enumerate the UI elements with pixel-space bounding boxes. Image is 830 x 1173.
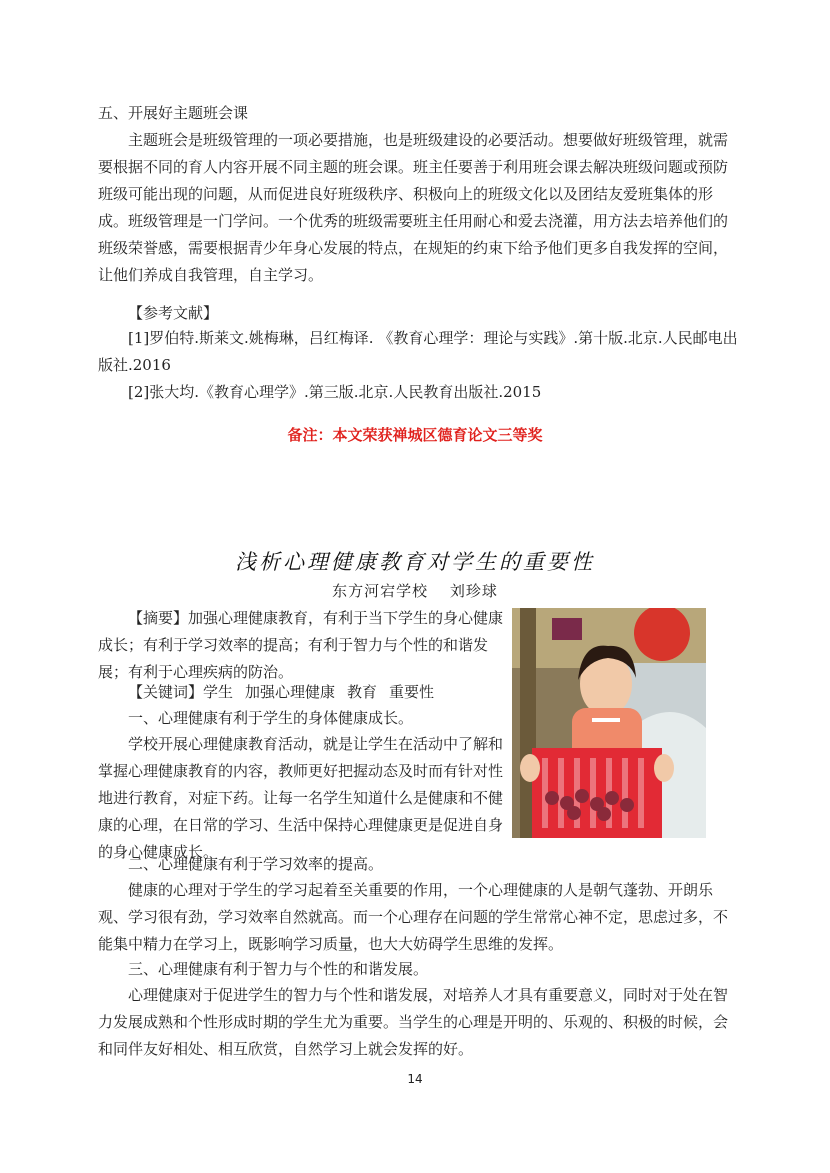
- section-heading: 一、心理健康有利于学生的身体健康成长。: [128, 709, 414, 727]
- reference-item: [1]罗伯特.斯莱文.姚梅琳，吕红梅译. 《教育心理学：理论与实践》.第十版.北京.人民邮电出版社.2016: [98, 329, 738, 374]
- section-heading: 三、心理健康有利于智力与个性的和谐发展。: [128, 960, 429, 978]
- author-photo: [512, 608, 706, 838]
- author-school: 东方河宕学校: [332, 582, 429, 600]
- keyword: 加强心理健康: [245, 683, 336, 701]
- section-heading: 五、开展好主题班会课: [98, 104, 249, 122]
- paragraph: 主题班会是班级管理的一项必要措施，也是班级建设的必要活动。想要做好班级管理，就需要根据不同的育人内容开展不同主题的班会课。班主任要善于利用班会课去解决班级问题或预防班级可能出现的问题，从而促进良好班级秩序、积极向上的班级文化以及团结友爱班集体的形成。: [98, 131, 729, 230]
- abstract: 【摘要】加强心理健康教育，有利于当下学生的身心健康成长；有利于学习效率的提高；有利于智力与个性的和谐发展；有利于心理疾病的防治。: [98, 609, 504, 681]
- article-title: 浅析心理健康教育对学生的重要性: [235, 550, 595, 574]
- author-name: 刘珍球: [449, 582, 498, 600]
- paragraph: 学校开展心理健康教育活动，就是让学生在活动中了解和掌握心理健康教育的内容，教师更好把握动态及时而有针对性地进行教育，对症下药。让每一名学生知道什么是健康和不健康的心理，在日常的学习、生活中保持心理健康更是促进自身的身心健康成长。: [98, 735, 504, 861]
- keywords-label: 【关键词】学生: [128, 683, 234, 701]
- paragraph: 心理健康对于促进学生的智力与个性和谐发展，对培养人才具有重要意义，同时对于处在智力发展成熟和个性形成时期的学生尤为重要。当学生的心理是开明的、乐观的、积极的时候，会和同伴友好相处、相互欣赏，自然学习上就会发挥的好。: [98, 986, 729, 1058]
- page-number: 14: [407, 1072, 423, 1086]
- references-heading: 【参考文献】: [128, 304, 219, 322]
- keyword: 重要性: [389, 683, 435, 701]
- reference-item: [2]张大均.《教育心理学》.第三版.北京.人民教育出版社.2015: [128, 383, 542, 401]
- award-note: 备注：本文荣获禅城区德育论文三等奖: [287, 426, 543, 444]
- keyword: 教育: [347, 683, 378, 701]
- keywords: [98, 679, 504, 706]
- paragraph: 班级管理是一门学问。一个优秀的班级需要班主任用耐心和爱去浇灌，用方法去培养他们的班级荣誉感，需要根据青少年身心发展的特点，在规矩的约束下给予他们更多自我发挥的空间，让他们养成自我管理，自主学习。: [98, 212, 729, 284]
- paragraph: 健康的心理对于学生的学习起着至关重要的作用，一个心理健康的人是朝气蓬勃、开朗乐观、学习很有劲，学习效率自然就高。而一个心理存在问题的学生常常心神不定，思虑过多，不能集中精力在学习上，既影响学习质量，也大大妨碍学生思维的发挥。: [98, 881, 729, 953]
- section-heading: 二、心理健康有利于学习效率的提高。: [128, 855, 384, 873]
- article-byline: [0, 580, 830, 601]
